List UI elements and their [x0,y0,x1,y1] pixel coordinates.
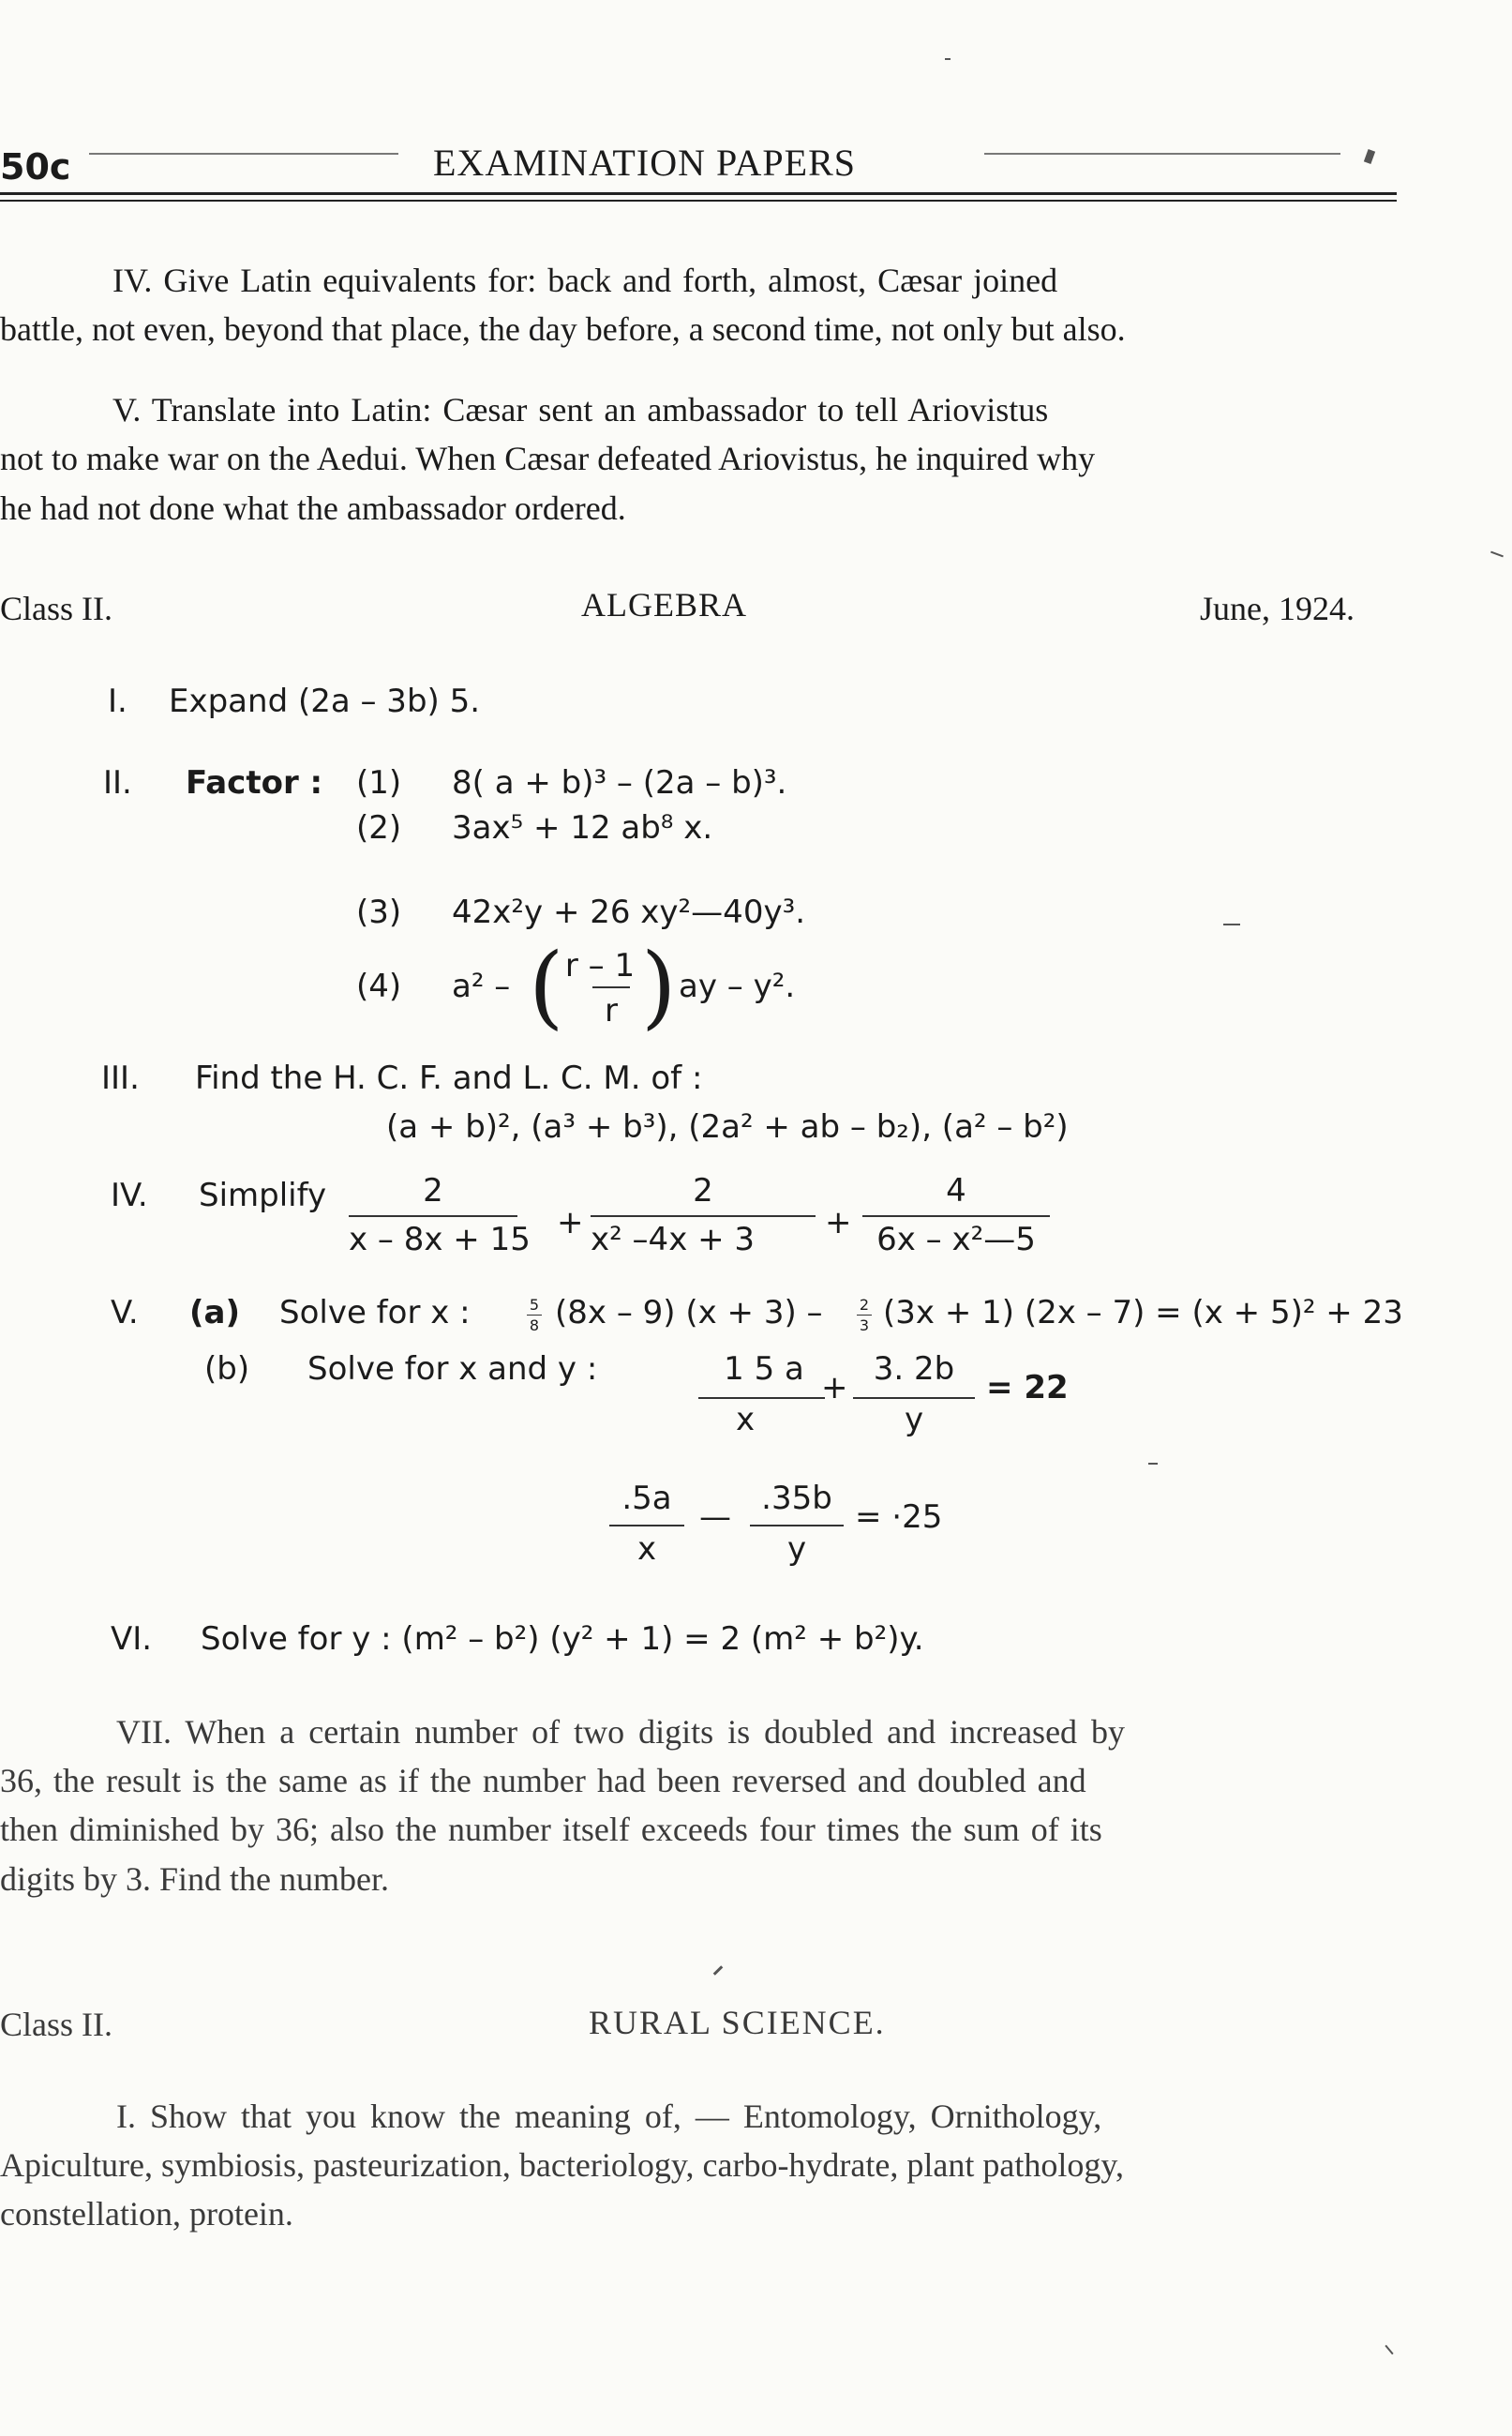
algebra-q2-p4-frac-den: r [605,992,618,1030]
algebra-q5-a-c2-bar [857,1315,872,1316]
rural-class-label: Class II. [0,2006,112,2043]
algebra-q2-p4-lead: a² – [452,968,511,1005]
algebra-q1-num: I. [108,683,127,720]
algebra-q5-a-c1-bar [527,1315,542,1316]
algebra-q4-f1-bar [349,1215,517,1217]
algebra-date: June, 1924. [1200,590,1355,627]
header-rule-bottom [0,200,1397,202]
header-title: EXAMINATION PAPERS [433,142,857,184]
scan-speck [1364,149,1375,164]
rural-q1-line2: Apiculture, symbiosis, pasteurization, bacteriology, carbo-hydrate, plant pathology, [0,2146,1125,2184]
algebra-q2-p1-num: (1) [356,764,402,802]
algebra-q5-a-c2-den: 3 [859,1316,870,1334]
algebra-q2-p1-expr: 8( a + b)³ – (2a – b)³. [452,764,787,802]
algebra-q5-eq1-op: + [821,1369,848,1406]
header-rule-top [0,192,1397,195]
algebra-q4-f2-den: x² –4x + 3 [591,1221,756,1258]
algebra-q4-f3-den: 6x – x²—5 [876,1221,1036,1258]
algebra-q5-a-text: Solve for x : [279,1294,471,1331]
latin-q4-line1: IV. Give Latin equivalents for: back and forth, almost, Cæsar joined [112,262,1058,299]
algebra-q2-p2-num: (2) [356,809,402,847]
algebra-q4-plus1: + [557,1204,584,1241]
algebra-q2-p4-tail: ay – y². [679,968,796,1005]
algebra-q5-eq2-f2-num: .35b [761,1480,832,1517]
algebra-q5-eq2-f2-bar [750,1525,844,1526]
algebra-q4-f2-bar [591,1215,816,1217]
scan-speck [1385,2345,1393,2354]
algebra-q7-line3: then diminished by 36; also the number itself exceeds four times the sum of its [0,1811,1102,1848]
algebra-q2-p4-frac-bar [592,986,630,988]
algebra-q2-p4-open-paren: ( [529,934,564,1039]
algebra-q5-eq2-op: — [699,1498,731,1536]
algebra-q5-eq2-f2-den: y [786,1530,807,1568]
scan-speck [1223,924,1240,925]
rural-q1-line3: constellation, protein. [0,2195,293,2233]
algebra-q2-p4-frac-num: r – 1 [564,947,636,985]
algebra-q5-eq2-f1-den: x [636,1530,657,1568]
algebra-q6-text: Solve for y : (m² – b²) (y² + 1) = 2 (m² + b²)y. [201,1620,924,1658]
algebra-q4-plus2: + [825,1204,852,1241]
algebra-q5-num: V. [111,1294,139,1331]
algebra-q2-p4-num: (4) [356,968,402,1005]
algebra-q5-eq1-f2-den: y [904,1401,924,1438]
algebra-q7-line1: VII. When a certain number of two digits is doubled and increased by [116,1713,1126,1751]
algebra-q5-eq2-f1-bar [609,1525,684,1526]
algebra-q5-a-label: (a) [189,1294,241,1331]
header-dash-right [984,153,1340,155]
algebra-q5-a-c1-den: 8 [529,1316,540,1334]
latin-q5-line1: V. Translate into Latin: Cæsar sent an ambassador to tell Ariovistus [112,391,1049,429]
algebra-q2-p3-expr: 42x²y + 26 xy²—40y³. [452,894,806,931]
algebra-q3-text: Find the H. C. F. and L. C. M. of : [195,1060,703,1097]
latin-q5-line3: he had not done what the ambassador ordered. [0,489,626,527]
algebra-q5-eq1-f1-bar [698,1397,825,1399]
scan-speck [945,58,951,60]
algebra-q5-a-c1-num: 5 [529,1296,540,1314]
algebra-q5-eq2-rhs: = ·25 [855,1498,943,1536]
algebra-q3-exprs: (a + b)², (a³ + b³), (2a² + ab – b₂), (a² – b²) [386,1108,1069,1146]
algebra-q2-label: Factor : [186,764,323,802]
algebra-q5-eq1-f2-bar [853,1397,975,1399]
algebra-q5-b-text: Solve for x and y : [307,1350,598,1388]
rural-subject: RURAL SCIENCE. [589,2004,886,2041]
algebra-q3-num: III. [101,1060,140,1097]
algebra-q5-eq1-f1-num: 1 5 a [724,1350,804,1388]
algebra-q4-f2-num: 2 [693,1172,713,1210]
algebra-q4-f3-num: 4 [946,1172,966,1210]
algebra-q2-num: II. [103,764,132,802]
algebra-q5-b-label: (b) [204,1350,250,1388]
algebra-q1-text: Expand (2a – 3b) 5. [169,683,481,720]
algebra-q4-label: Simplify [199,1177,327,1214]
scan-speck [1490,551,1504,558]
algebra-q4-num: IV. [111,1177,148,1214]
scan-speck [713,1965,724,1976]
algebra-q5-a-mid: (8x – 9) (x + 3) – [555,1294,823,1331]
algebra-q2-p2-expr: 3ax⁵ + 12 ab⁸ x. [452,809,713,847]
algebra-q5-a-tail: (3x + 1) (2x – 7) = (x + 5)² + 23 [883,1294,1403,1331]
algebra-q7-line4: digits by 3. Find the number. [0,1860,390,1898]
header-dash-left [89,153,398,155]
page-number: 50c [0,146,71,188]
algebra-q5-eq1-rhs: = 22 [986,1369,1069,1406]
algebra-q7-line2: 36, the result is the same as if the number had been reversed and doubled and [0,1762,1086,1799]
algebra-q6-num: VI. [111,1620,153,1658]
algebra-q2-p4-close-paren: ) [641,934,677,1039]
algebra-q4-f1-den: x – 8x + 15 [349,1221,531,1258]
algebra-q5-eq1-f2-num: 3. 2b [873,1350,955,1388]
rural-q1-line1: I. Show that you know the meaning of, — Entomology, Ornithology, [116,2098,1102,2135]
algebra-q2-p3-num: (3) [356,894,402,931]
algebra-q5-eq2-f1-num: .5a [621,1480,672,1517]
algebra-subject: ALGEBRA [581,586,747,624]
algebra-q4-f1-num: 2 [423,1172,443,1210]
algebra-q5-eq1-f1-den: x [735,1401,756,1438]
algebra-q5-a-c2-num: 2 [859,1296,870,1314]
algebra-q4-f3-bar [862,1215,1050,1217]
scan-speck [1148,1463,1158,1465]
latin-q4-line2: battle, not even, beyond that place, the day before, a second time, not only but also. [0,310,1126,348]
algebra-class-label: Class II. [0,590,112,627]
latin-q5-line2: not to make war on the Aedui. When Cæsar defeated Ariovistus, he inquired why [0,440,1096,477]
